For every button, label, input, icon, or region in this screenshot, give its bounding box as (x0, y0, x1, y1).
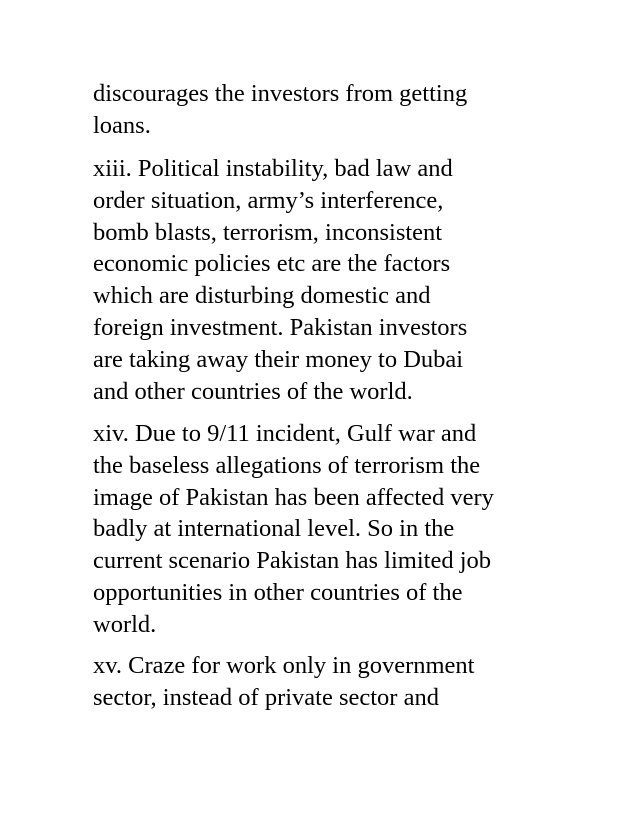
text-line: badly at international level. So in the (93, 515, 455, 543)
paragraph-xiii (93, 153, 543, 407)
text-line: and other countries of the world. (93, 377, 413, 405)
text-line: are taking away their money to Dubai (93, 345, 464, 373)
text-line: xv. Craze for work only in government (93, 652, 475, 679)
text-line: world. (93, 610, 157, 638)
text-line: order situation, army’s interference, (93, 186, 444, 214)
text-line: loans. (93, 111, 151, 139)
text-line: image of Pakistan has been affected very (93, 483, 494, 511)
text-line: xiii. Political instability, bad law and (93, 155, 453, 182)
text-line: foreign investment. Pakistan investors (93, 313, 468, 341)
text-line: sector, instead of private sector and (93, 683, 439, 711)
text-line: economic policies etc are the factors (93, 250, 451, 278)
text-line: current scenario Pakistan has limited job (93, 547, 492, 575)
text-line: which are disturbing domestic and (93, 282, 431, 310)
paragraph-continuation (93, 78, 543, 142)
text-line: opportunities in other countries of the (93, 578, 463, 606)
paragraph-xiv (93, 418, 543, 641)
paragraph-xv (93, 650, 543, 714)
text-line: xiv. Due to 9/11 incident, Gulf war and (93, 420, 477, 447)
text-line: discourages the investors from getting (93, 80, 468, 107)
text-line: bomb blasts, terrorism, inconsistent (93, 218, 443, 246)
text-line: the baseless allegations of terrorism the (93, 451, 481, 479)
